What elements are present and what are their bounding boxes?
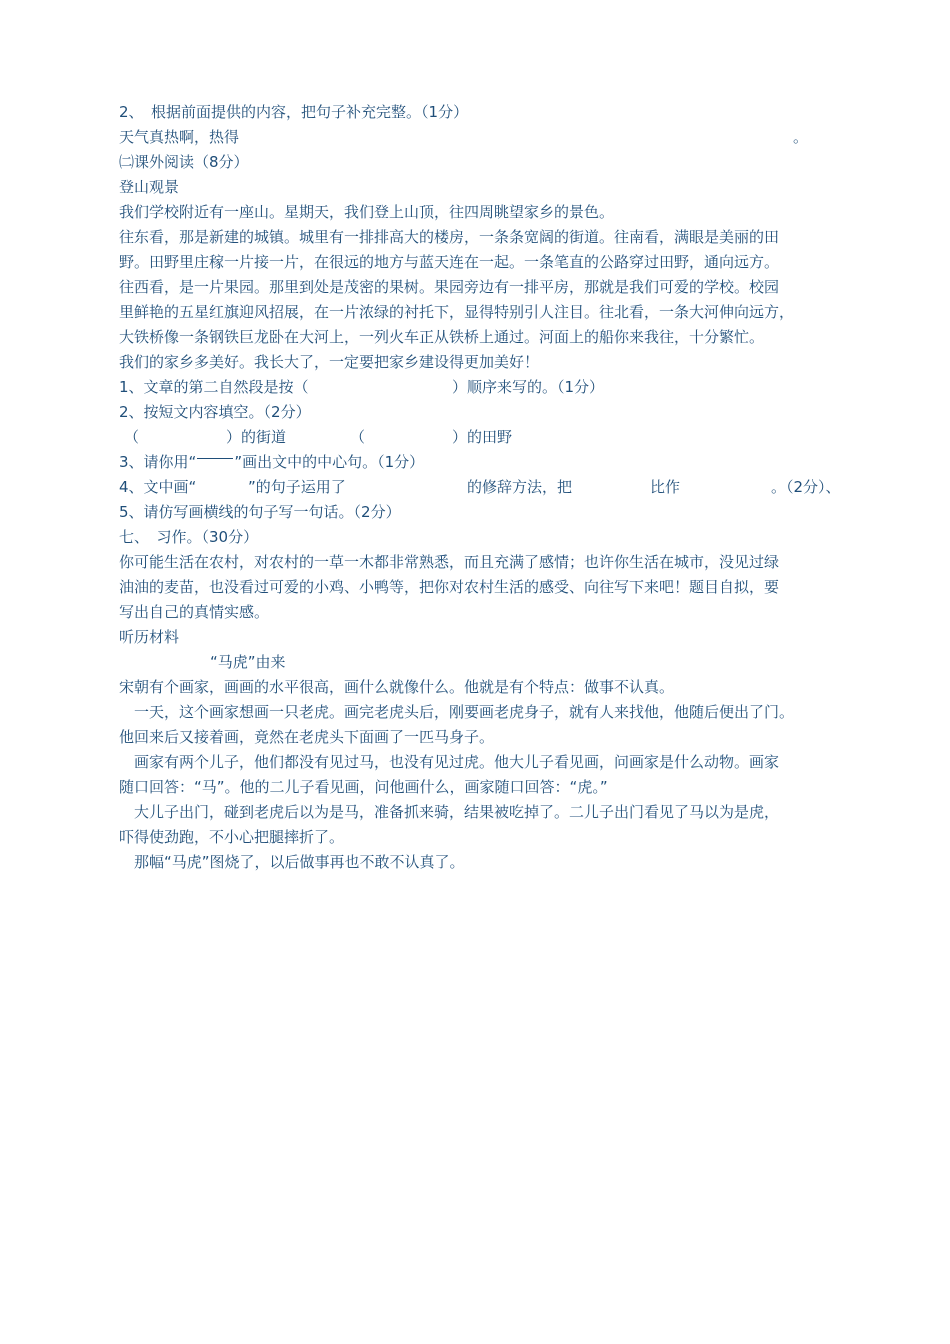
fill-blank-1-open: （ [124, 428, 140, 446]
story-line: 画家有两个儿子，他们都没有见过马，也没有见过虎。他大儿子看见画，问画家是什么动物。画家 [119, 753, 780, 771]
article-line: 里鲜艳的五星红旗迎风招展，在一片浓绿的衬托下，显得特别引人注目。往北看，一条大河伸向远方， [119, 303, 795, 321]
question-4-mid: ”的句子运用了 [248, 478, 346, 496]
section-seven: 七、 习作。（30分） [119, 528, 259, 546]
question-4-compare: 比作 [650, 478, 681, 496]
story-line: 一天，这个画家想画一只老虎。画完老虎头后，刚要画老虎身子，就有人来找他，他随后便出了门。 [119, 703, 795, 721]
question-4-method: 的修辞方法，把 [467, 478, 573, 496]
article-line: 野。田野里庄稼一片接一片，在很远的地方与蓝天连在一起。一条笔直的公路穿过田野，通向远方。 [119, 253, 780, 271]
story-line: 宋朝有个画家，画画的水平很高，画什么就像什么。他就是有个特点：做事不认真。 [119, 678, 675, 696]
section-extra-reading: ㈡课外阅读（8分） [119, 153, 249, 171]
question-5: 5、请仿写画横线的句子写一句话。（2分） [119, 503, 401, 521]
question-3-start: 3、请你用“ [119, 453, 197, 471]
composition-line: 你可能生活在农村，对农村的一草一木都非常熟悉，而且充满了感情；也许你生活在城市，没见过绿 [119, 553, 780, 571]
q2-sentence-start: 天气真热啊，热得 [119, 128, 240, 146]
story-line: 吓得使劲跑，不小心把腿摔折了。 [119, 828, 345, 846]
question-1-end: ）顺序来写的。（1分） [452, 378, 605, 396]
article-line: 往西看，是一片果园。那里到处是茂密的果树。果园旁边有一排平房，那就是我们可爱的学校。校园 [119, 278, 780, 296]
question-3 [119, 452, 424, 472]
fill-blank-1-close: ）的街道 [226, 428, 287, 446]
composition-line: 写出自己的真情实感。 [119, 603, 270, 621]
story-line: 随口回答：“马”。他的二儿子看见画，问他画什么，画家随口回答：“虎。” [119, 778, 608, 796]
q2-header: 2、 根据前面提供的内容，把句子补充完整。（1分） [119, 103, 469, 121]
question-1-start: 1、文章的第二自然段是按（ [119, 378, 309, 396]
article-line: 我们的家乡多美好。我长大了，一定要把家乡建设得更加美好！ [119, 353, 540, 371]
article-paragraph-1: 我们学校附近有一座山。星期天，我们登上山顶，往四周眺望家乡的景色。 [119, 203, 615, 221]
question-2b: 2、按短文内容填空。（2分） [119, 403, 311, 421]
question-3-end: ”画出文中的中心句。（1分） [234, 453, 425, 471]
question-4-end: 。（2分）、 [771, 478, 841, 496]
article-line: 往东看，那是新建的城镇。城里有一排排高大的楼房，一条条宽阔的街道。往南看，满眼是美丽的田 [119, 228, 780, 246]
story-title: “马虎”由来 [210, 653, 286, 671]
q2-sentence-end: 。 [793, 128, 809, 146]
fill-blank-2-open: （ [350, 428, 366, 446]
article-line: 大铁桥像一条钢铁巨龙卧在大河上，一列火车正从铁桥上通过。河面上的船你来我往，十分繁忙。 [119, 328, 765, 346]
article-title: 登山观景 [119, 178, 180, 196]
story-line: 大儿子出门，碰到老虎后以为是马，准备抓来骑，结果被吃掉了。二儿子出门看见了马以为是虎， [119, 803, 780, 821]
composition-line: 油油的麦苗，也没看过可爱的小鸡、小鸭等，把你对农村生活的感受、向往写下来吧！题目自拟，要 [119, 578, 780, 596]
story-line: 那幅“马虎”图烧了，以后做事再也不敢不认真了。 [119, 853, 465, 871]
story-line: 他回来后又接着画，竟然在老虎头下面画了一匹马身子。 [119, 728, 495, 746]
listening-label: 听历材料 [119, 628, 180, 646]
fill-blank-2-close: ）的田野 [452, 428, 513, 446]
question-4-start: 4、文中画“ [119, 478, 197, 496]
underline-mark [197, 458, 233, 459]
